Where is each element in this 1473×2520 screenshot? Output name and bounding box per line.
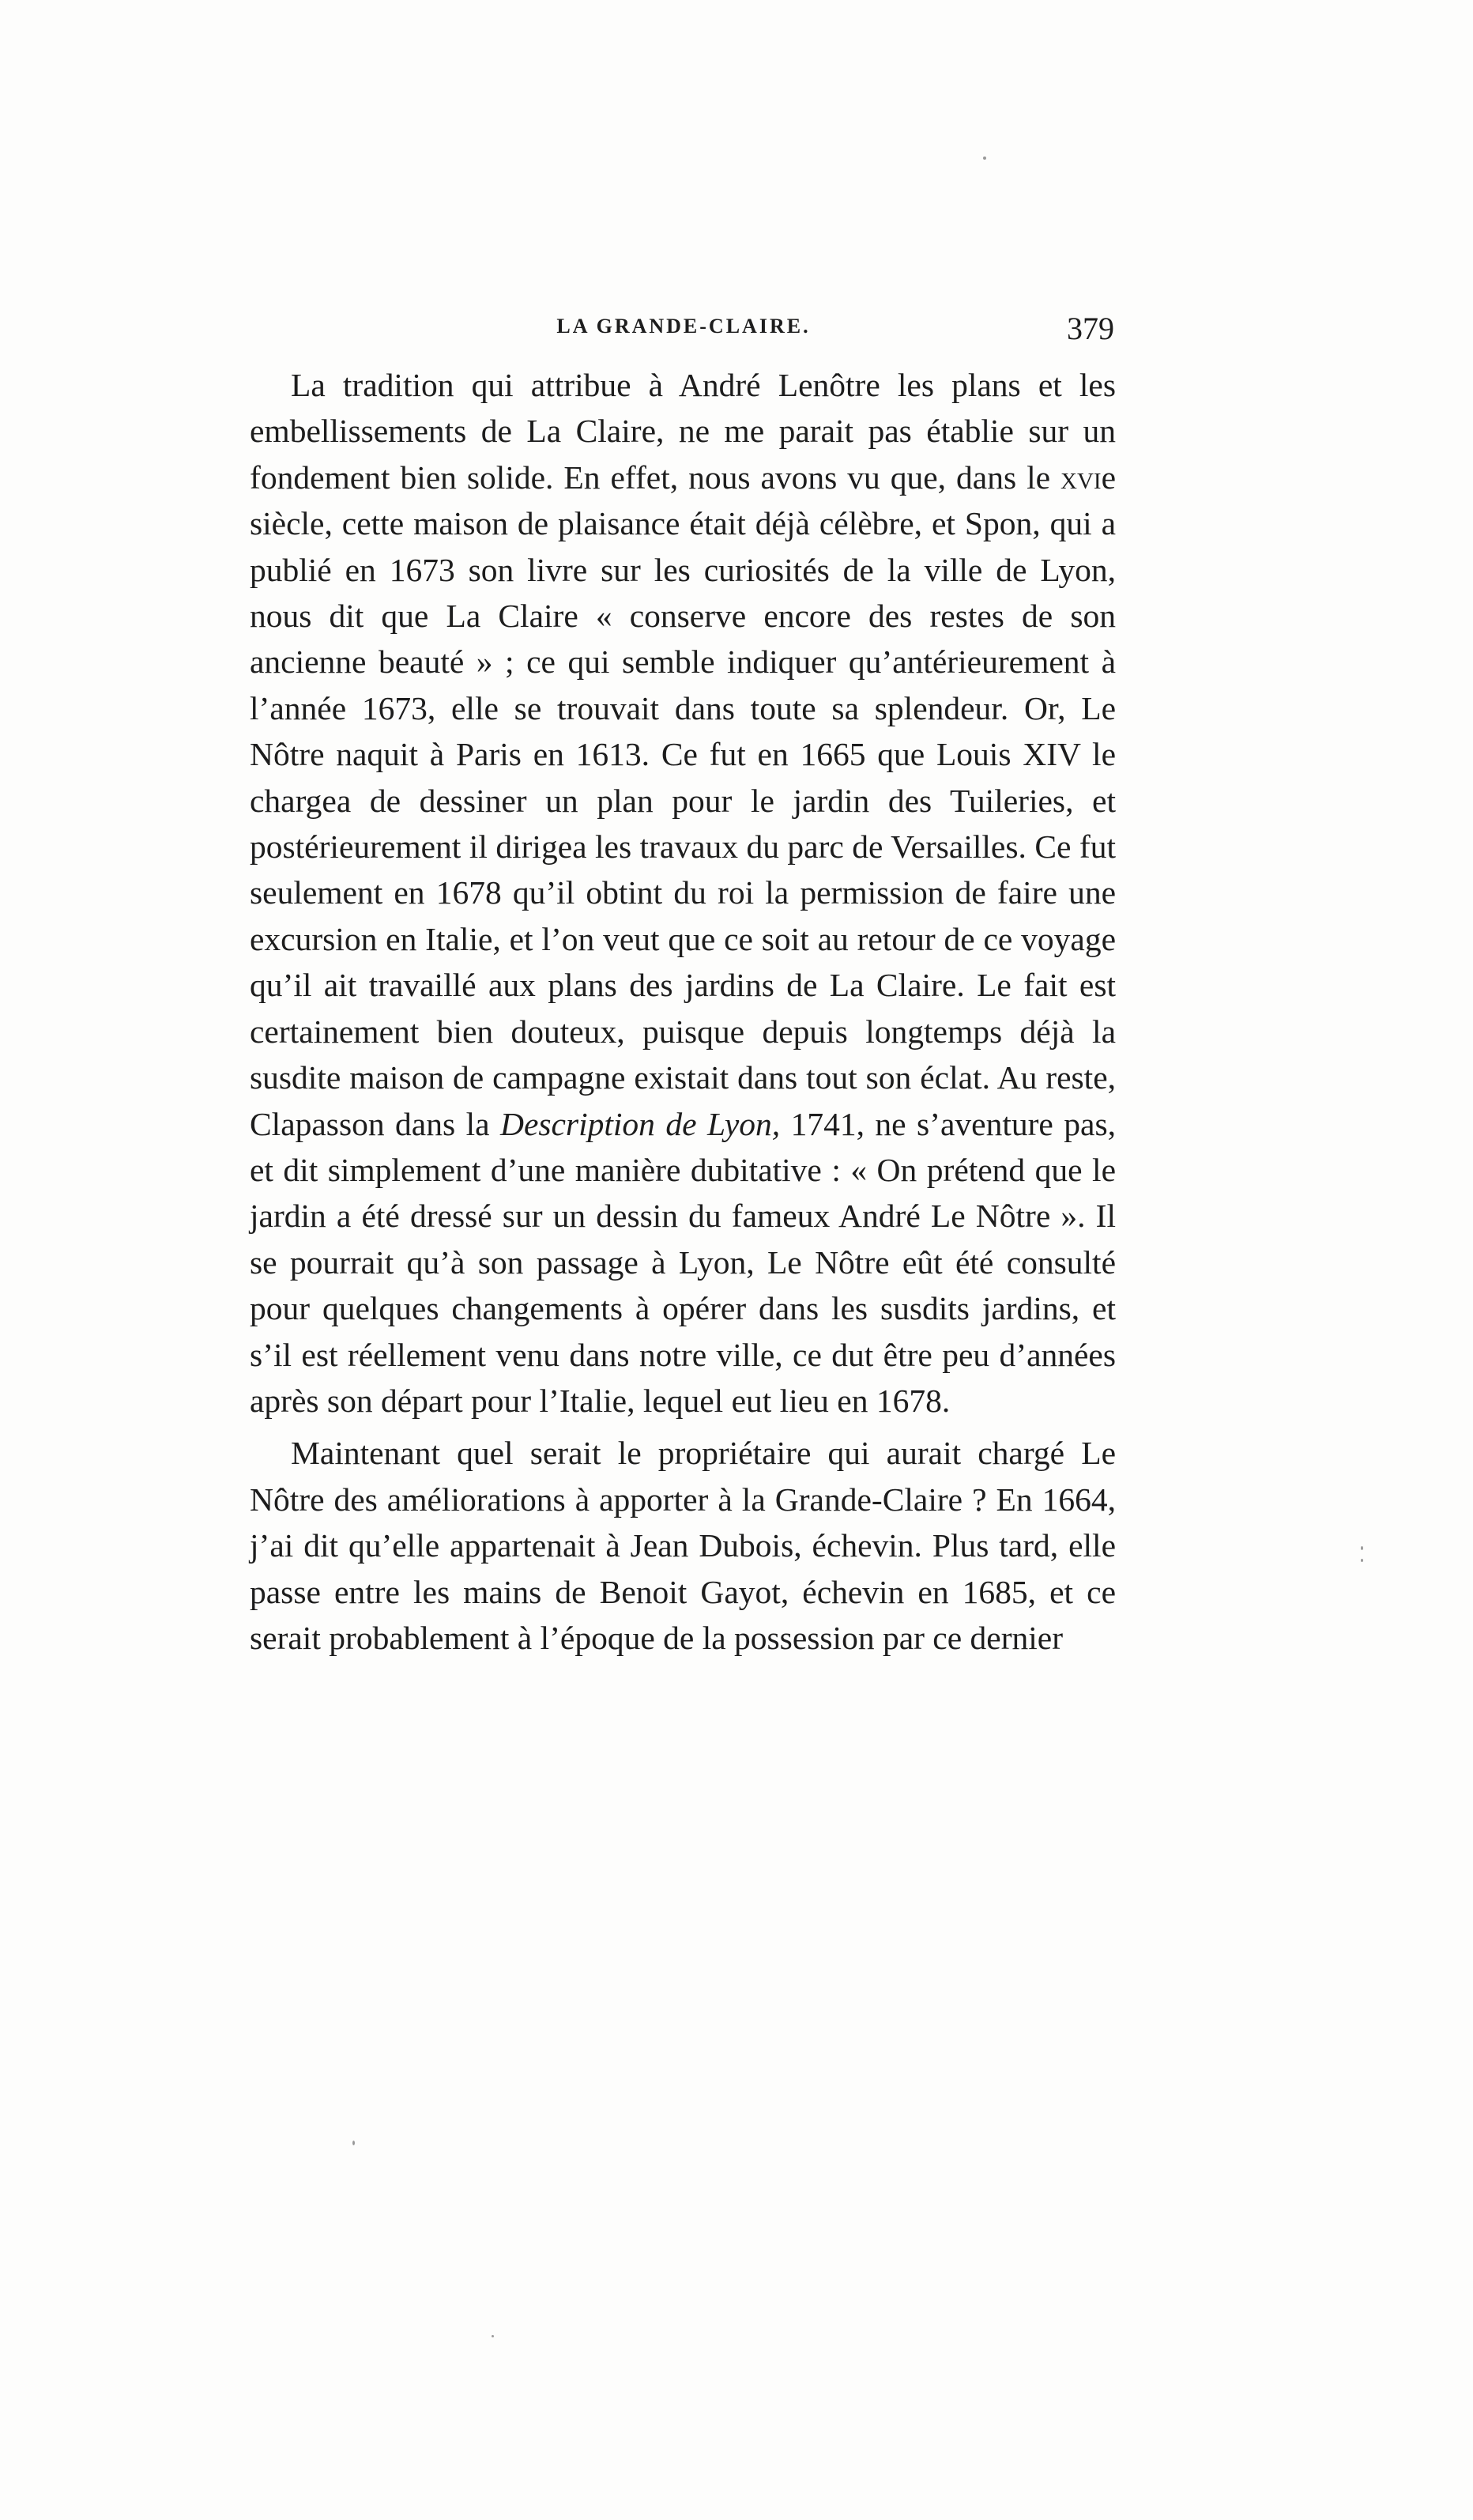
running-title: LA GRANDE-CLAIRE. [556, 315, 811, 338]
paper-speck [983, 157, 986, 160]
paper-speck [492, 2335, 494, 2337]
paper-speck [1361, 1559, 1363, 1562]
paper-speck [1361, 1546, 1363, 1550]
body-text [250, 362, 1116, 1661]
page-number: 379 [1067, 311, 1114, 346]
text-segment-century: xvi [1060, 458, 1102, 496]
text-segment: La tradition qui attribue à André Lenôtre les plans et les embellissements de La Claire, ne me parait pas établie sur un fondement bien solide. En effet, nous avons vu que, dans le [250, 367, 1116, 496]
paragraph-2 [250, 1430, 1116, 1661]
running-head [253, 310, 1114, 349]
text-segment: Maintenant quel serait le propriétaire qui aurait chargé Le Nôtre des améliorations à apporter à la Grande-Claire ? En 1664, j’ai dit qu’elle appartenait à Jean Dubois, échevin. Plus tard, elle passe entre les mains de Benoit Gayot, échevin en 1685, et ce serait probablement à l’époque de la possession par ce dernier [250, 1435, 1116, 1656]
paper-speck [352, 2141, 355, 2145]
text-segment: 1741, ne s’aventure pas, et dit simplement d’une manière dubitative : « On prétend que le jardin a été dressé sur un dessin du fameux André Le Nôtre ». Il se pourrait qu’à son passage à Lyon, Le Nôtre eût été consulté pour quelques changements à opérer dans les susdits jardins, et s’il est réellement venu dans notre ville, ce dut être peu d’années après son départ pour l’Italie, lequel eut lieu en 1678. [250, 1105, 1116, 1419]
text-segment-book-title: Description de Lyon, [499, 1105, 781, 1142]
text-segment: e siècle, cette maison de plaisance était déjà célèbre, et Spon, qui a publié en 1673 son livre sur les curiosités de la ville de Lyon, nous dit que La Claire « conserve encore des restes de son ancienne beauté » ; ce qui semble indiquer qu’antérieurement à l’année 1673, elle se trouvait dans toute sa splendeur. Or, Le Nôtre naquit à Paris en 1613. Ce fut en 1665 que Louis XIV le chargea de dessiner un plan pour le jardin des Tuileries, et postérieurement il dirigea les travaux du parc de Versailles. Ce fut seulement en 1678 qu’il obtint du roi la permission de faire une excursion en Italie, et l’on veut que ce soit au retour de ce voyage qu’il ait travaillé aux plans des jardins de La Claire. Le fait est certainement bien douteux, puisque depuis longtemps déjà la susdite maison de campagne existait dans tout son éclat. Au reste, Clapasson dans la [250, 458, 1116, 1142]
paragraph-1 [250, 362, 1116, 1424]
